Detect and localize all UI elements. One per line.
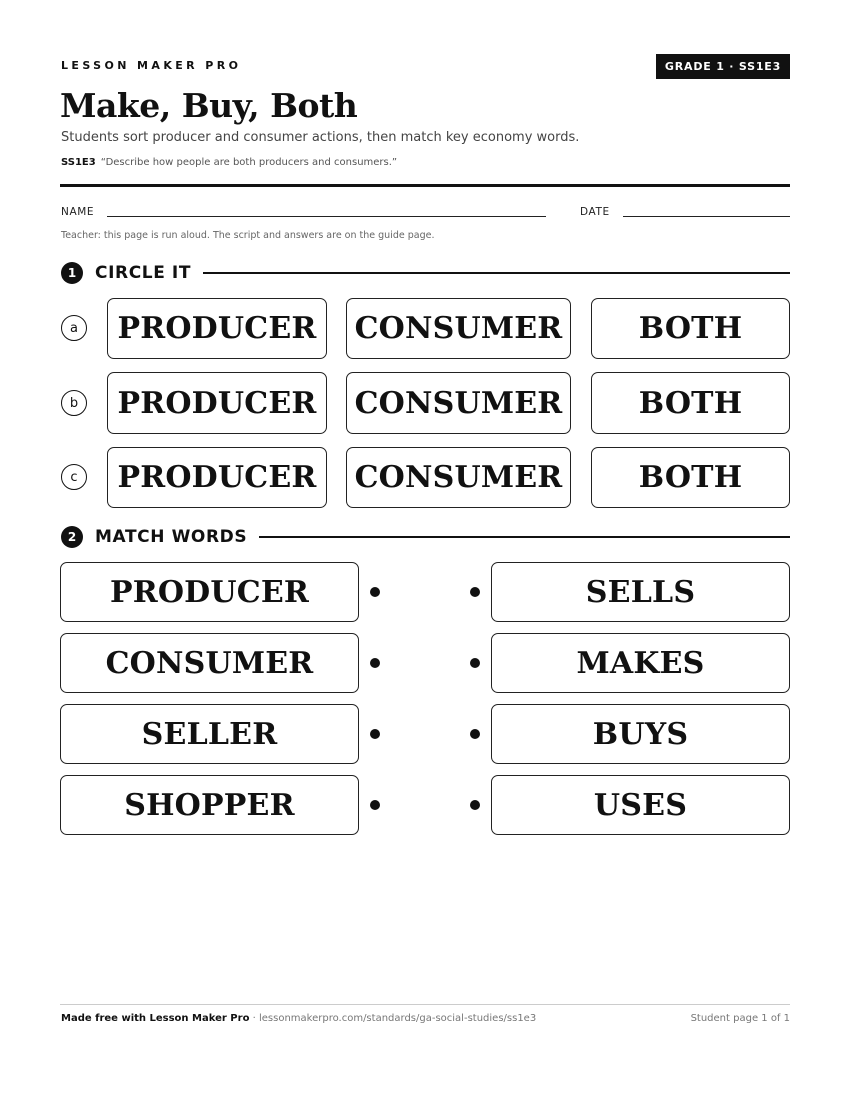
row-letter: c [61, 464, 87, 490]
match-dot-left[interactable] [370, 729, 380, 739]
header-divider [60, 184, 790, 187]
row-letter: b [61, 390, 87, 416]
grade-badge: GRADE 1 · SS1E3 [656, 54, 790, 79]
option-both[interactable]: BOTH [591, 372, 790, 434]
match-dot-right[interactable] [470, 800, 480, 810]
section-match-words-header [61, 526, 790, 548]
standard-text: “Describe how people are both producers and consumers.” [100, 157, 398, 168]
match-right-word: BUYS [491, 704, 790, 764]
option-both[interactable]: BOTH [591, 298, 790, 359]
page-title: Make, Buy, Both [60, 86, 358, 125]
match-dot-left[interactable] [370, 658, 380, 668]
match-right-word: MAKES [491, 633, 790, 693]
match-dot-left[interactable] [370, 800, 380, 810]
option-consumer[interactable]: CONSUMER [346, 372, 571, 434]
brand-name: LESSON MAKER PRO [61, 59, 242, 72]
footer-url[interactable]: · lessonmakerpro.com/standards/ga-social-studies/ss1e3 [249, 1013, 537, 1024]
match-left-word: SHOPPER [60, 775, 359, 835]
section-rule [203, 272, 790, 274]
option-consumer[interactable]: CONSUMER [346, 298, 571, 359]
option-producer[interactable]: PRODUCER [107, 298, 327, 359]
footer-credit [61, 1013, 536, 1024]
match-dot-right[interactable] [470, 587, 480, 597]
option-producer[interactable]: PRODUCER [107, 372, 327, 434]
match-dot-right[interactable] [470, 729, 480, 739]
footer-divider [60, 1004, 790, 1005]
teacher-note: Teacher: this page is run aloud. The script and answers are on the guide page. [61, 230, 435, 241]
row-letter: a [61, 315, 87, 341]
option-consumer[interactable]: CONSUMER [346, 447, 571, 508]
footer-made-with: Made free with Lesson Maker Pro [61, 1013, 250, 1024]
section-number: 1 [61, 262, 83, 284]
match-left-word: PRODUCER [60, 562, 359, 622]
section-title: CIRCLE IT [95, 263, 192, 283]
option-both[interactable]: BOTH [591, 447, 790, 508]
match-dot-right[interactable] [470, 658, 480, 668]
footer-page-number: Student page 1 of 1 [690, 1013, 790, 1024]
standard-line [61, 157, 397, 168]
section-circle-it-header [61, 262, 790, 284]
page-subtitle: Students sort producer and consumer actions, then match key economy words. [61, 130, 580, 145]
standard-code: SS1E3 [61, 157, 96, 168]
date-field[interactable] [623, 216, 790, 217]
name-field[interactable] [107, 216, 546, 217]
option-producer[interactable]: PRODUCER [107, 447, 327, 508]
section-title: MATCH WORDS [95, 527, 248, 547]
match-right-word: USES [491, 775, 790, 835]
section-rule [259, 536, 790, 538]
date-label: DATE [580, 206, 610, 218]
match-left-word: CONSUMER [60, 633, 359, 693]
name-label: NAME [61, 206, 95, 218]
section-number: 2 [61, 526, 83, 548]
match-left-word: SELLER [60, 704, 359, 764]
match-right-word: SELLS [491, 562, 790, 622]
match-dot-left[interactable] [370, 587, 380, 597]
